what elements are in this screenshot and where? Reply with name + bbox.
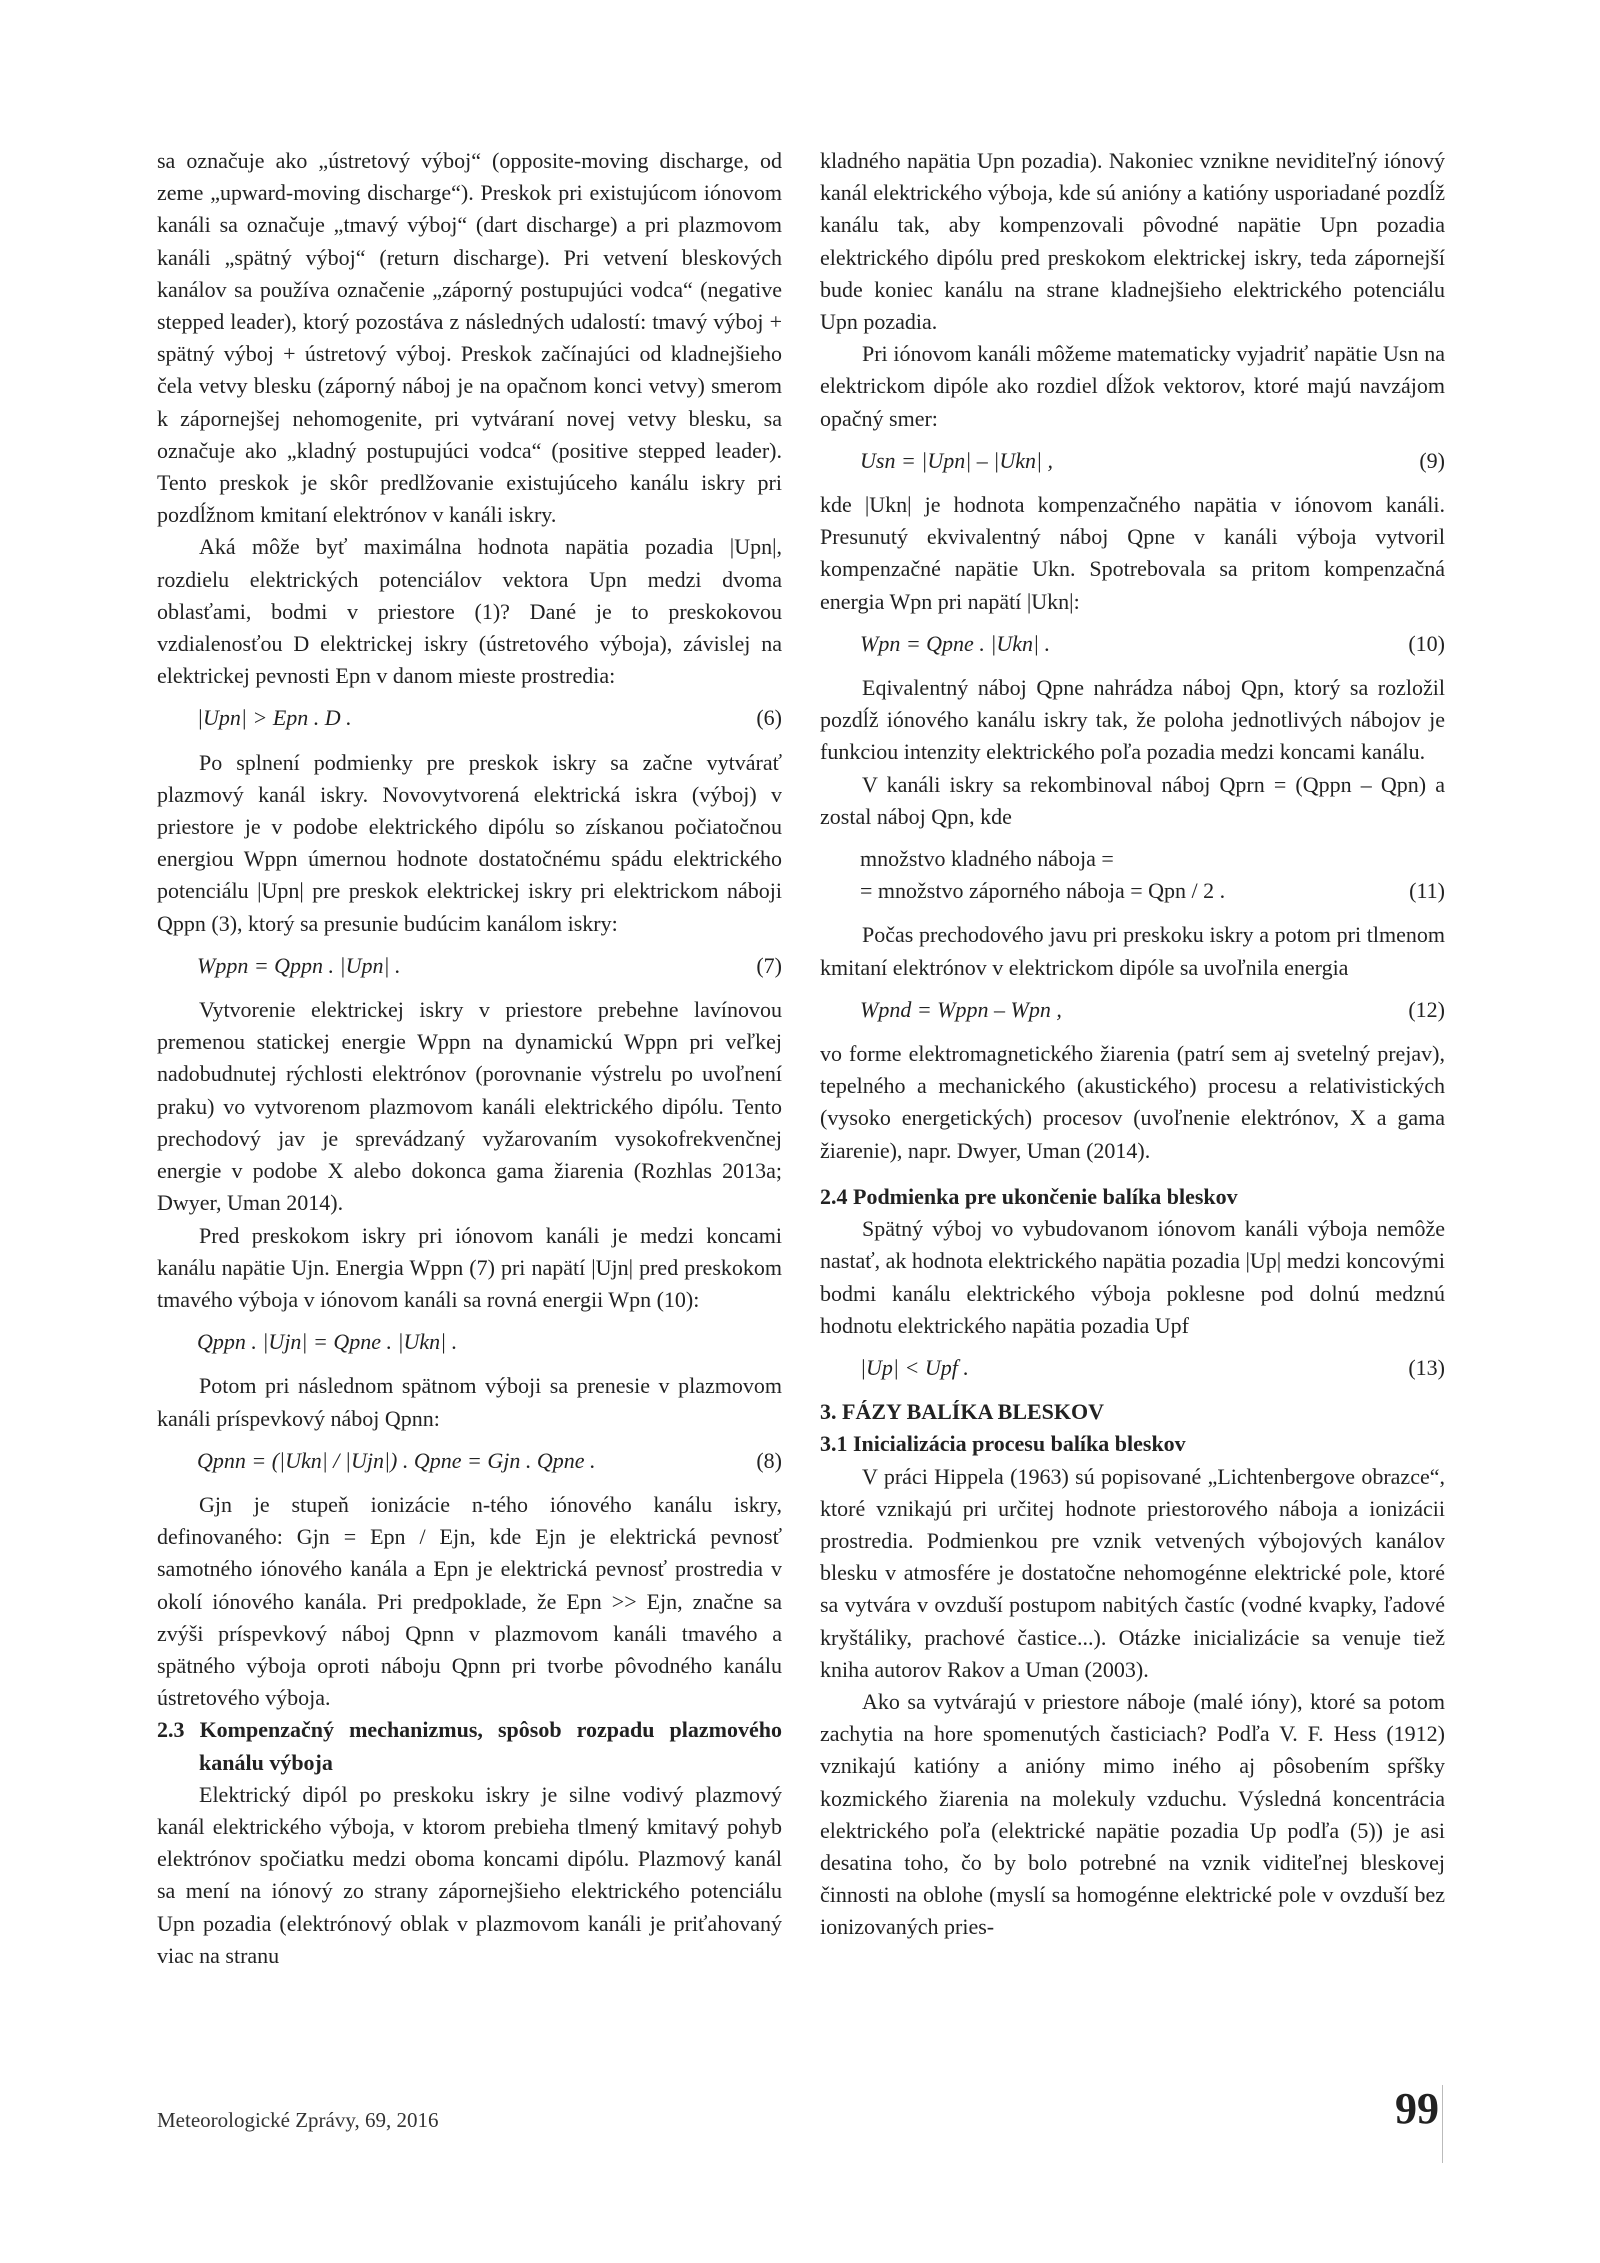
paragraph: Aká môže byť maximálna hodnota napätia pozadia |Upn|, rozdielu elektrických potenciálov vektora Upn medzi dvoma oblasťami, bodmi v priestore (1)? Dané je to preskokovou vzdialenosťou D elektrickej iskry (ústretového výboja), závislej na elektrickej pevnosti Epn v danom mieste prostredia: — [157, 534, 782, 689]
paragraph: sa označuje ako „ústretový výboj“ (opposite-moving discharge, od zeme „upward-moving discharge“). Preskok pri existujúcom iónovom kanáli sa označuje „tmavý výboj“ (dart discharge) a pri plazmovom kanáli „spätný výboj“ (return discharge). Pri vetvení bleskových kanálov sa používa označenie „záporný postupujúci vodca“ (negative stepped leader), ktorý pozostáva z následných udalostí: tmavý výboj + spätný výboj + ústretový výboj. Preskok začínajúci od kladnejšieho čela vetvy blesku (záporný náboj je na opačnom konci vetvy) smerom k zápornejšej nehomogenite, pri vytváraní novej vetvy blesku, sa označuje ako „kladný postupujúci vodca“ (positive stepped leader). Tento preskok je skôr predlžovanie existujúceho kanálu iskry pri pozdĺžnom kmitaní elektrónov v kanáli iskry. — [157, 148, 782, 528]
paragraph: kladného napätia Upn pozadia). Nakoniec vznikne neviditeľný iónový kanál elektrického výboja, kde sú anióny a katióny usporiadané pozdĺž kanálu tak, aby kompenzovali pôvodné napätie Upn pozadia elektrického dipólu pred preskokom elektrickej iskry, teda zápornejší bude koniec kanálu na strane kladnejšieho elektrického potenciálu Upn pozadia. — [820, 148, 1445, 335]
paragraph: Eqivalentný náboj Qpne nahrádza náboj Qpn, ktorý sa rozložil pozdĺž iónového kanálu iskry tak, že poloha jednotlivých nábojov je funkciou intenzity elektrického poľa pozadia medzi koncami kanálu. — [820, 675, 1445, 765]
journal-footer: Meteorologické Zprávy, 69, 2016 — [157, 2108, 439, 2132]
paragraph: vo forme elektromagnetického žiarenia (patrí sem aj svetelný prejav), tepelného a mechanického (akustického) procesu a relativistických (vysoko energetických) procesov (uvoľnenie elektrónov, X a gama žiarenie), napr. Dwyer, Uman (2014). — [820, 1041, 1445, 1163]
paragraph: Gjn je stupeň ionizácie n-tého iónového kanálu iskry, definovaného: Gjn = Epn / Ejn, kde Ejn je elektrická pevnosť samotného iónového kanála a Epn je elektrická pevnosť prostredia v okolí iónového kanála. Pri predpoklade, že Epn >> Ejn, značne sa zvýši príspevkový náboj Qpnn v plazmovom kanáli tmavého a spätného výboja oproti náboju Qpnn pri tvorbe pôvodného kanálu ústretového výboja. — [157, 1491, 782, 1711]
paragraph: Pred preskokom iskry pri iónovom kanáli je medzi koncami kanálu napätie Ujn. Energia Wppn (7) pri napätí |Ujn| pred preskokom tmavého výboja v iónovom kanáli sa rovná energii Wpn (10): — [157, 1222, 782, 1312]
equation-11 — [820, 843, 1445, 907]
equation-line: = množstvo záporného náboja = Qpn / 2 . — [860, 878, 1226, 904]
paragraph: Ako sa vytvárajú v priestore náboje (malé ióny), ktoré sa potom zachytia na hore spomenutých časticiach? Podľa V. F. Hess (1912) vznikajú katióny a anióny mimo iného aj pôsobením spŕšky kozmického žiarenia na molekuly vzduchu. Výsledná koncentrácia elektrického poľa (elektrické napätie pozadia Up podľa (5)) je asi desatina toho, čo by bolo potrebné na vznik viditeľnej bleskovej činnosti na oblohe (myslí sa homogénne elektrické pole v ovzduší bez ionizovaných pries- — [820, 1688, 1445, 1940]
equation-text: |Up| < Upf . — [860, 1354, 969, 1380]
section-heading: 2.4 Podmienka pre ukončenie balíka bleskov — [820, 1183, 1238, 1209]
equation-unnumbered — [157, 1326, 782, 1358]
left-column — [157, 145, 782, 1972]
equation-number: (9) — [1419, 447, 1445, 473]
paragraph: Po splnení podmienky pre preskok iskry sa začne vytvárať plazmový kanál iskry. Novovytvorená elektrická iskra (výboj) v priestore je v podobe elektrického dipólu so získanou počiatočnou energiou Wppn úmernou hodnote dostatočnému spádu elektrického potenciálu |Upn| pre preskok elektrickej iskry pri elektrickom náboji Qppn (3), ktorý sa presunie budúcim kanálom iskry: — [157, 749, 782, 936]
equation-text: Wppn = Qppn . |Upn| . — [197, 952, 401, 978]
section-heading: 3.1 Inicializácia procesu balíka bleskov — [820, 1431, 1186, 1457]
equation-number: (6) — [756, 705, 782, 731]
equation-text: Wpn = Qpne . |Ukn| . — [860, 630, 1051, 656]
equation-text: Wpnd = Wppn – Wpn , — [860, 996, 1062, 1022]
equation-8 — [157, 1445, 782, 1477]
paragraph: Počas prechodového javu pri preskoku iskry a potom pri tlmenom kmitaní elektrónov v elektrickom dipóle sa uvoľnila energia — [820, 922, 1445, 980]
section-heading: 2.3 Kompenzačný mechanizmus, spôsob rozpadu plazmového kanálu výboja — [157, 1717, 782, 1775]
paragraph: V kanáli iskry sa rekombinoval náboj Qprn = (Qppn – Qpn) a zostal náboj Qpn, kde — [820, 771, 1445, 829]
equation-text — [860, 843, 1225, 907]
paragraph: V práci Hippela (1963) sú popisované „Lichtenbergove obrazce“, ktoré vznikajú pri určitej hodnote priestorového náboja a ionizácii prostredia. Podmienkou pre vznik vetvených výbojových kanálov blesku v atmosfére je dostatočne nehomogénne elektrické pole, ktoré sa vytvára v ovzduší postupom nabitých častíc (vodné kvapky, ľadové kryštáliky, prachové častice...). Otázke inicializácie sa venuje tiež kniha autorov Rakov a Uman (2003). — [820, 1463, 1445, 1682]
chapter-heading: 3. FÁZY BALÍKA BLESKOV — [820, 1399, 1105, 1425]
equation-13 — [820, 1352, 1445, 1384]
equation-number: (12) — [1408, 996, 1445, 1022]
equation-12 — [820, 994, 1445, 1026]
equation-6 — [157, 702, 782, 734]
equation-number: (13) — [1408, 1354, 1445, 1380]
equation-7 — [157, 950, 782, 982]
paragraph: Elektrický dipól po preskoku iskry je silne vodivý plazmový kanál elektrického výboja, v ktorom prebieha tlmený kmitavý pohyb elektrónov spočiatku medzi oboma koncami dipólu. Plazmový kanál sa mení na iónový zo strany zápornejšieho elektrického potenciálu Upn pozadia (elektrónový oblak v plazmovom kanáli je priťahovaný viac na stranu — [157, 1781, 782, 1968]
equation-text: Qpnn = (|Ukn| / |Ujn|) . Qpne = Gjn . Qpne . — [197, 1447, 596, 1473]
equation-9 — [820, 445, 1445, 477]
equation-text: Qppn . |Ujn| = Qpne . |Ukn| . — [197, 1329, 458, 1355]
paragraph: Pri iónovom kanáli môžeme matematicky vyjadriť napätie Usn na elektrickom dipóle ako rozdiel dĺžok vektorov, ktoré majú navzájom opačný smer: — [820, 341, 1445, 431]
equation-text: Usn = |Upn| – |Ukn| , — [860, 447, 1054, 473]
equation-text: |Upn| > Epn . D . — [197, 705, 352, 731]
footer-divider — [1442, 2085, 1443, 2163]
paragraph: Spätný výboj vo vybudovanom iónovom kanáli výboja nemôže nastať, ak hodnota elektrického napätia pozadia |Up| medzi koncovými bodmi kanálu elektrického výboja poklesne pod dolnú medznú hodnotu elektrického napätia pozadia Upf — [820, 1216, 1445, 1338]
equation-number: (7) — [756, 952, 782, 978]
equation-line: množstvo kladného náboja = — [860, 846, 1114, 872]
paragraph: Potom pri následnom spätnom výboji sa prenesie v plazmovom kanáli príspevkový náboj Qpnn: — [157, 1373, 782, 1431]
equation-number: (11) — [1409, 878, 1445, 904]
page-number: 99 — [1395, 2084, 1439, 2133]
equation-10 — [820, 628, 1445, 660]
equation-number: (8) — [756, 1447, 782, 1473]
paragraph: kde |Ukn| je hodnota kompenzačného napätia v iónovom kanáli. Presunutý ekvivalentný náboj Qpne v kanáli výboja vytvoril kompenzačné napätie Ukn. Spotrebovala sa pritom kompenzačná energia Wpn pri napätí |Ukn|: — [820, 492, 1445, 614]
right-column — [820, 145, 1445, 1944]
paragraph: Vytvorenie elektrickej iskry v priestore prebehne lavínovou premenou statickej energie Wppn na dynamickú Wppn pri veľkej nadobudnutej rýchlosti elektrónov (porovnanie výstrelu po uvoľnení praku) vo vytvorenom plazmovom kanáli elektrického dipólu. Tento prechodový jav je sprevádzaný vyžarovaním vysokofrekvenčnej energie v podobe X alebo dokonca gama žiarenia (Rozhlas 2013a; Dwyer, Uman 2014). — [157, 997, 782, 1216]
equation-number: (10) — [1408, 630, 1445, 656]
